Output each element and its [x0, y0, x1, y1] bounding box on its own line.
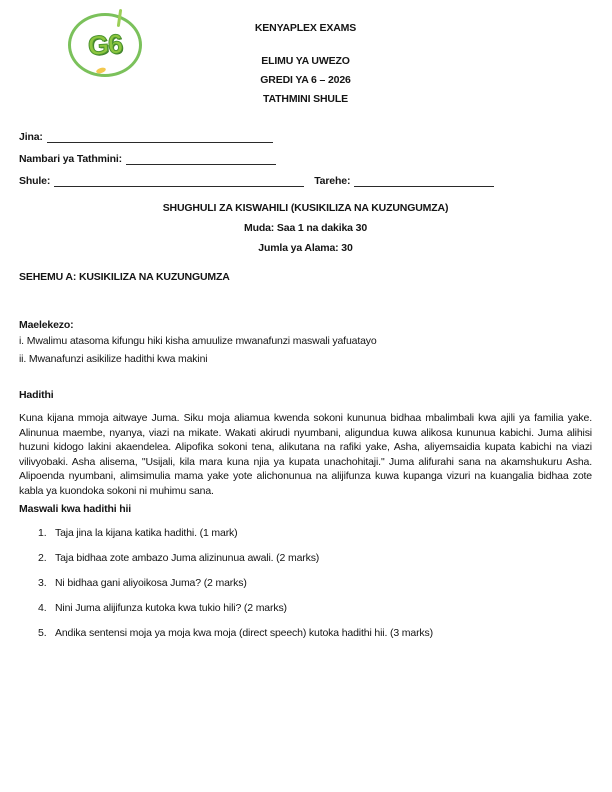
assessment-number-row	[19, 151, 592, 165]
activity-title: SHUGHULI ZA KISWAHILI (KUSIKILIZA NA KUZUNGUMZA)	[162, 202, 449, 214]
instructions-heading: Maelekezo:	[19, 319, 74, 331]
exam-duration: Muda: Saa 1 na dakika 30	[243, 222, 368, 234]
assessment-number-label: Nambari ya Tathmini:	[19, 153, 122, 165]
name-write-line	[47, 131, 273, 143]
name-label: Jina:	[19, 131, 43, 143]
question-number: 1.	[38, 527, 47, 539]
question-row-3	[19, 577, 592, 589]
question-number: 5.	[38, 627, 47, 639]
logo-text: G6	[86, 28, 123, 61]
exam-board-title: KENYAPLEX EXAMS	[254, 22, 357, 34]
question-number: 3.	[38, 577, 47, 589]
assessment-number-write-line	[126, 153, 276, 165]
question-row-1	[19, 527, 592, 539]
question-text: Nini Juma alijifunza kutoka kwa tukio hili? (2 marks)	[55, 602, 287, 614]
section-a-heading: SEHEMU A: KUSIKILIZA NA KUZUNGUMZA	[19, 271, 230, 283]
question-number: 4.	[38, 602, 47, 614]
question-text: Andika sentensi moja ya moja kwa moja (direct speech) kutoka hadithi hii. (3 marks)	[55, 627, 433, 639]
question-text: Taja bidhaa zote ambazo Juma alizinunua awali. (2 marks)	[55, 552, 320, 564]
question-row-5	[19, 627, 592, 639]
logo-yellow-dot-icon	[95, 67, 106, 75]
story-text: Kuna kijana mmoja aitwaye Juma. Siku moja aliamua kwenda sokoni kununua bidhaa mbalimbali kwa ajili ya familia yake. Alinunua maembe, nyanya, viazi na mikate. Wakati akirudi nyumbani, aligundua kuwa alikosa kununua kabichi. Juma alihisi huzuni kidogo lakini akaendelea. Alipofika sokoni tena, alikutana na rafiki yake, Asha, aliyemsaidia kupata kabichi na viazi vilivyobaki. Asha alisema, "Usijali, kila mara kuna njia ya kupata unachohitaji." Juma alifurahi sana na akamshukuru Asha. Alipoenda nyumbani, alimsimulia mama yake yote alichonunua na alijifunza kuwa kupanga vizuri na kuangalia bidhaa zote kabla ya kuondoka sokoni ni muhimu sana.	[19, 412, 592, 497]
instruction-item-2: ii. Mwanafunzi asikilize hadithi kwa makini	[19, 353, 208, 365]
question-row-2	[19, 552, 592, 564]
date-write-line	[354, 175, 494, 187]
candidate-form	[19, 129, 592, 187]
instruction-item-1: i. Mwalimu atasoma kifungu hiki kisha amuulize mwanafunzi maswali yafuatayo	[19, 335, 377, 347]
question-number: 2.	[38, 552, 47, 564]
name-row	[19, 129, 592, 143]
exam-grade-year: GREDI YA 6 – 2026	[260, 74, 351, 86]
date-label: Tarehe:	[314, 175, 351, 187]
exam-assessment-type: TATHMINI SHULE	[262, 93, 348, 105]
school-write-line	[54, 175, 304, 187]
school-label: Shule:	[19, 175, 51, 187]
question-text: Ni bidhaa gani aliyoikosa Juma? (2 marks)	[55, 577, 247, 589]
exam-series-title: ELIMU YA UWEZO	[261, 55, 350, 67]
questions-heading: Maswali kwa hadithi hii	[19, 503, 132, 515]
school-date-row	[19, 173, 592, 187]
questions-list	[19, 527, 592, 639]
exam-total-marks: Jumla ya Alama: 30	[258, 242, 353, 254]
story-heading: Hadithi	[19, 389, 54, 401]
question-text: Taja jina la kijana katika hadithi. (1 mark)	[55, 527, 238, 539]
question-row-4	[19, 602, 592, 614]
g6-logo	[68, 13, 142, 77]
